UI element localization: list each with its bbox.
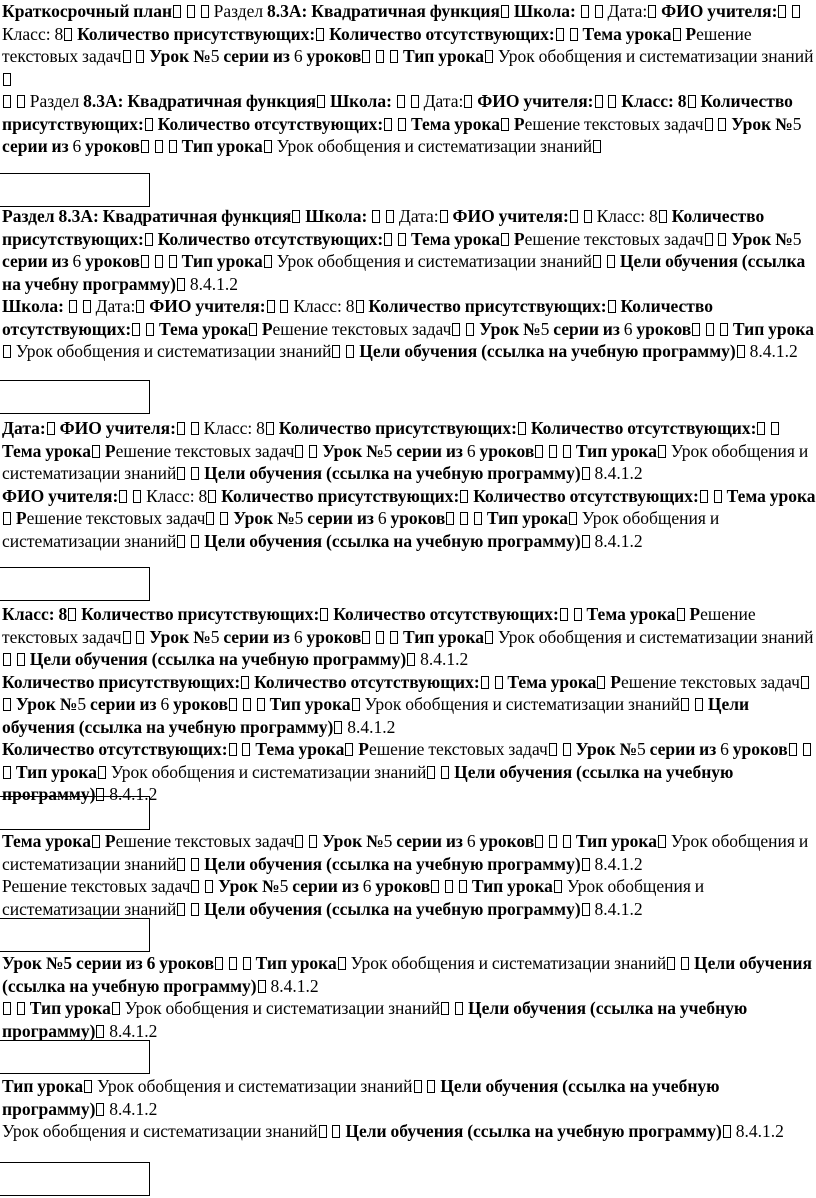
document-paragraph: Количество присутствующих: Количество отсутствующих: Тема урока Решение текстовых задач Урок №5 серии из 6 уроков Тип урока Урок обобщения и систематизации знаний Цели обучения (ссылка на учебную программу) 8.4.1.2 bbox=[2, 671, 816, 739]
missing-glyph-icon bbox=[177, 278, 185, 291]
missing-glyph-icon bbox=[229, 957, 237, 970]
missing-glyph-icon bbox=[560, 608, 568, 621]
missing-glyph-icon bbox=[595, 5, 603, 18]
missing-glyph-icon bbox=[17, 95, 25, 108]
missing-glyph-icon bbox=[695, 698, 703, 711]
missing-glyph-icon bbox=[3, 95, 11, 108]
missing-glyph-icon bbox=[658, 835, 666, 848]
table-cell-fragment bbox=[0, 567, 150, 601]
missing-glyph-icon bbox=[264, 255, 272, 268]
document-paragraph: Тип урока Урок обобщения и систематизации знаний Цели обучения (ссылка на учебную программу) 8.4.1.2 bbox=[2, 1076, 720, 1119]
missing-glyph-icon bbox=[459, 880, 467, 893]
missing-glyph-icon bbox=[316, 28, 324, 41]
table-cell-fragment bbox=[0, 173, 150, 207]
missing-glyph-icon bbox=[17, 653, 25, 666]
missing-glyph-icon bbox=[737, 345, 745, 358]
missing-glyph-icon bbox=[563, 835, 571, 848]
missing-glyph-icon bbox=[427, 1080, 435, 1093]
missing-glyph-icon bbox=[397, 95, 405, 108]
missing-glyph-icon bbox=[792, 5, 800, 18]
missing-glyph-icon bbox=[441, 766, 449, 779]
missing-glyph-icon bbox=[145, 233, 153, 246]
missing-glyph-icon bbox=[17, 1002, 25, 1015]
missing-glyph-icon bbox=[187, 5, 195, 18]
missing-glyph-icon bbox=[96, 1103, 104, 1116]
missing-glyph-icon bbox=[241, 676, 249, 689]
missing-glyph-icon bbox=[295, 835, 303, 848]
missing-glyph-icon bbox=[132, 323, 140, 336]
missing-glyph-icon bbox=[332, 345, 340, 358]
missing-glyph-icon bbox=[205, 880, 213, 893]
missing-glyph-icon bbox=[659, 210, 667, 223]
missing-glyph-icon bbox=[706, 323, 714, 336]
missing-glyph-icon bbox=[309, 445, 317, 458]
missing-glyph-icon bbox=[723, 1125, 731, 1138]
missing-glyph-icon bbox=[191, 467, 199, 480]
missing-glyph-icon bbox=[789, 743, 797, 756]
missing-glyph-icon bbox=[681, 957, 689, 970]
missing-glyph-icon bbox=[83, 300, 91, 313]
missing-glyph-icon bbox=[69, 300, 77, 313]
missing-glyph-icon bbox=[485, 631, 493, 644]
missing-glyph-icon bbox=[648, 5, 656, 18]
missing-glyph-icon bbox=[501, 5, 509, 18]
missing-glyph-icon bbox=[563, 445, 571, 458]
missing-glyph-icon bbox=[243, 698, 251, 711]
missing-glyph-icon bbox=[267, 300, 275, 313]
missing-glyph-icon bbox=[455, 1002, 463, 1015]
missing-glyph-icon bbox=[398, 118, 406, 131]
missing-glyph-icon bbox=[123, 50, 131, 63]
missing-glyph-icon bbox=[554, 880, 562, 893]
missing-glyph-icon bbox=[206, 512, 214, 525]
missing-glyph-icon bbox=[356, 300, 364, 313]
missing-glyph-icon bbox=[47, 422, 55, 435]
missing-glyph-icon bbox=[362, 50, 370, 63]
missing-glyph-icon bbox=[535, 445, 543, 458]
missing-glyph-icon bbox=[460, 512, 468, 525]
missing-glyph-icon bbox=[718, 118, 726, 131]
missing-glyph-icon bbox=[155, 140, 163, 153]
missing-glyph-icon bbox=[582, 535, 590, 548]
missing-glyph-icon bbox=[3, 345, 11, 358]
document-paragraph: Раздел 8.3А: Квадратичная функция Школа: Дата: ФИО учителя: Класс: 8 Количество присутствующих: Количество отсутствующих: Тема урока Решение текстовых задач Урок №5 серии из 6 уроков Тип урока Урок обобщения и систематизации знаний bbox=[2, 91, 802, 156]
missing-glyph-icon bbox=[346, 345, 354, 358]
missing-glyph-icon bbox=[243, 957, 251, 970]
missing-glyph-icon bbox=[119, 490, 127, 503]
missing-glyph-icon bbox=[229, 698, 237, 711]
missing-glyph-icon bbox=[446, 512, 454, 525]
missing-glyph-icon bbox=[320, 608, 328, 621]
document-paragraph: Урок обобщения и систематизации знаний Цели обучения (ссылка на учебную программу) 8.4.1.2 bbox=[2, 1121, 784, 1141]
missing-glyph-icon bbox=[191, 535, 199, 548]
missing-glyph-icon bbox=[96, 1025, 104, 1038]
document-paragraph: ФИО учителя: Класс: 8 Количество присутствующих: Количество отсутствующих: Тема урока Решение текстовых задач Урок №5 серии из 6 уроков Тип урока Урок обобщения и систематизации знаний Цели обучения (ссылка на учебную программу) 8.4.1.2 bbox=[2, 485, 816, 551]
document-paragraph: Урок №5 серии из 6 уроков Тип урока Урок обобщения и систематизации знаний Цели обучения (ссылка на учебную программу) 8.4.1.2 bbox=[2, 953, 812, 996]
missing-glyph-icon bbox=[146, 323, 154, 336]
missing-glyph-icon bbox=[376, 631, 384, 644]
missing-glyph-icon bbox=[556, 28, 564, 41]
missing-glyph-icon bbox=[535, 835, 543, 848]
missing-glyph-icon bbox=[386, 210, 394, 223]
missing-glyph-icon bbox=[229, 743, 237, 756]
missing-glyph-icon bbox=[345, 743, 353, 756]
missing-glyph-icon bbox=[220, 512, 228, 525]
missing-glyph-icon bbox=[169, 140, 177, 153]
missing-glyph-icon bbox=[398, 233, 406, 246]
missing-glyph-icon bbox=[803, 743, 811, 756]
missing-glyph-icon bbox=[258, 980, 266, 993]
missing-glyph-icon bbox=[445, 880, 453, 893]
missing-glyph-icon bbox=[249, 323, 257, 336]
missing-glyph-icon bbox=[563, 743, 571, 756]
document-paragraph: Класс: 8 Количество присутствующих: Количество отсутствующих: Тема урока Решение текстовых задач Урок №5 серии из 6 уроков Тип урока Урок обобщения и систематизации знаний Цели обучения (ссылка на учебную программу) 8.4.1.2 bbox=[2, 604, 814, 669]
missing-glyph-icon bbox=[608, 95, 616, 108]
missing-glyph-icon bbox=[191, 858, 199, 871]
missing-glyph-icon bbox=[667, 957, 675, 970]
missing-glyph-icon bbox=[3, 766, 11, 779]
missing-glyph-icon bbox=[141, 140, 149, 153]
missing-glyph-icon bbox=[597, 676, 605, 689]
document-paragraph: Количество отсутствующих: Тема урока Решение текстовых задач Урок №5 серии из 6 уроков Тип урока Урок обобщения и систематизации знаний Цели обучения (ссылка на учебную программу) 8.4.1.2 bbox=[2, 738, 816, 806]
missing-glyph-icon bbox=[191, 903, 199, 916]
missing-glyph-icon bbox=[581, 5, 589, 18]
missing-glyph-icon bbox=[257, 698, 265, 711]
missing-glyph-icon bbox=[688, 95, 696, 108]
missing-glyph-icon bbox=[362, 631, 370, 644]
missing-glyph-icon bbox=[801, 676, 809, 689]
missing-glyph-icon bbox=[549, 445, 557, 458]
missing-glyph-icon bbox=[177, 903, 185, 916]
missing-glyph-icon bbox=[593, 140, 601, 153]
missing-glyph-icon bbox=[390, 631, 398, 644]
missing-glyph-icon bbox=[384, 233, 392, 246]
missing-glyph-icon bbox=[177, 467, 185, 480]
missing-glyph-icon bbox=[705, 118, 713, 131]
missing-glyph-icon bbox=[3, 512, 11, 525]
missing-glyph-icon bbox=[242, 743, 250, 756]
missing-glyph-icon bbox=[501, 233, 509, 246]
missing-glyph-icon bbox=[466, 323, 474, 336]
missing-glyph-icon bbox=[607, 255, 615, 268]
missing-glyph-icon bbox=[136, 631, 144, 644]
missing-glyph-icon bbox=[431, 880, 439, 893]
missing-glyph-icon bbox=[595, 95, 603, 108]
missing-glyph-icon bbox=[133, 490, 141, 503]
missing-glyph-icon bbox=[673, 28, 681, 41]
document-paragraph: Тема урока Решение текстовых задач Урок №5 серии из 6 уроков Тип урока Урок обобщения и систематизации знаний Цели обучения (ссылка на учебную программу) 8.4.1.2 bbox=[2, 831, 809, 874]
document-paragraph: Краткосрочный план Раздел 8.3А: Квадратичная функция Школа: Дата: ФИО учителя: Класс: 8 Количество присутствующих: Количество отсутствующих: Тема урока Решение текстовых задач Урок №5 серии из 6 уроков Тип урока Урок обобщения и систематизации знаний bbox=[2, 0, 816, 90]
missing-glyph-icon bbox=[98, 766, 106, 779]
missing-glyph-icon bbox=[440, 210, 448, 223]
missing-glyph-icon bbox=[584, 210, 592, 223]
missing-glyph-icon bbox=[352, 698, 360, 711]
missing-glyph-icon bbox=[705, 233, 713, 246]
document-paragraph: Школа: Дата: ФИО учителя: Класс: 8 Количество присутствующих: Количество отсутствующих: Тема урока Решение текстовых задач Урок №5 серии из 6 уроков Тип урока Урок обобщения и систематизации знаний Цели обучения (ссылка на учебную программу) 8.4.1.2 bbox=[2, 296, 814, 361]
missing-glyph-icon bbox=[334, 721, 342, 734]
missing-glyph-icon bbox=[593, 255, 601, 268]
missing-glyph-icon bbox=[485, 50, 493, 63]
missing-glyph-icon bbox=[280, 300, 288, 313]
missing-glyph-icon bbox=[474, 512, 482, 525]
missing-glyph-icon bbox=[452, 323, 460, 336]
missing-glyph-icon bbox=[92, 445, 100, 458]
missing-glyph-icon bbox=[570, 28, 578, 41]
missing-glyph-icon bbox=[208, 490, 216, 503]
missing-glyph-icon bbox=[3, 653, 11, 666]
missing-glyph-icon bbox=[112, 1002, 120, 1015]
missing-glyph-icon bbox=[64, 28, 72, 41]
missing-glyph-icon bbox=[384, 118, 392, 131]
missing-glyph-icon bbox=[141, 255, 149, 268]
missing-glyph-icon bbox=[427, 766, 435, 779]
missing-glyph-icon bbox=[317, 95, 325, 108]
missing-glyph-icon bbox=[295, 445, 303, 458]
missing-glyph-icon bbox=[177, 535, 185, 548]
missing-glyph-icon bbox=[582, 858, 590, 871]
missing-glyph-icon bbox=[720, 323, 728, 336]
document-paragraph: Решение текстовых задач Урок №5 серии из 6 уроков Тип урока Урок обобщения и систематизации знаний Цели обучения (ссылка на учебную программу) 8.4.1.2 bbox=[2, 876, 705, 919]
missing-glyph-icon bbox=[84, 1080, 92, 1093]
missing-glyph-icon bbox=[136, 50, 144, 63]
missing-glyph-icon bbox=[177, 422, 185, 435]
missing-glyph-icon bbox=[501, 118, 509, 131]
missing-glyph-icon bbox=[692, 323, 700, 336]
missing-glyph-icon bbox=[771, 422, 779, 435]
missing-glyph-icon bbox=[718, 233, 726, 246]
missing-glyph-icon bbox=[549, 835, 557, 848]
missing-glyph-icon bbox=[757, 422, 765, 435]
missing-glyph-icon bbox=[677, 608, 685, 621]
missing-glyph-icon bbox=[3, 698, 11, 711]
document-paragraph: Тип урока Урок обобщения и систематизации знаний Цели обучения (ссылка на учебную программу) 8.4.1.2 bbox=[2, 998, 748, 1041]
missing-glyph-icon bbox=[177, 858, 185, 871]
missing-glyph-icon bbox=[481, 676, 489, 689]
missing-glyph-icon bbox=[292, 210, 300, 223]
missing-glyph-icon bbox=[658, 445, 666, 458]
missing-glyph-icon bbox=[569, 512, 577, 525]
missing-glyph-icon bbox=[700, 490, 708, 503]
missing-glyph-icon bbox=[582, 903, 590, 916]
table-cell-fragment bbox=[0, 796, 150, 830]
missing-glyph-icon bbox=[390, 50, 398, 63]
document-paragraph: Раздел 8.3А: Квадратичная функция Школа: Дата: ФИО учителя: Класс: 8 Количество присутствующих: Количество отсутствующих: Тема урока Решение текстовых задач Урок №5 серии из 6 уроков Тип урока Урок обобщения и систематизации знаний Цели обучения (ссылка на учебну программу) 8.4.1.2 bbox=[2, 206, 806, 294]
missing-glyph-icon bbox=[464, 95, 472, 108]
missing-glyph-icon bbox=[338, 957, 346, 970]
missing-glyph-icon bbox=[264, 140, 272, 153]
missing-glyph-icon bbox=[411, 95, 419, 108]
missing-glyph-icon bbox=[169, 255, 177, 268]
missing-glyph-icon bbox=[376, 50, 384, 63]
table-cell-fragment bbox=[0, 1162, 150, 1196]
missing-glyph-icon bbox=[68, 608, 76, 621]
missing-glyph-icon bbox=[681, 698, 689, 711]
missing-glyph-icon bbox=[778, 5, 786, 18]
missing-glyph-icon bbox=[495, 676, 503, 689]
missing-glyph-icon bbox=[414, 1080, 422, 1093]
document-paragraph: Дата: ФИО учителя: Класс: 8 Количество присутствующих: Количество отсутствующих: Тема урока Решение текстовых задач Урок №5 серии из 6 уроков Тип урока Урок обобщения и систематизации знаний Цели обучения (ссылка на учебную программу) 8.4.1.2 bbox=[2, 418, 809, 483]
missing-glyph-icon bbox=[309, 835, 317, 848]
missing-glyph-icon bbox=[155, 255, 163, 268]
missing-glyph-icon bbox=[518, 422, 526, 435]
missing-glyph-icon bbox=[549, 743, 557, 756]
missing-glyph-icon bbox=[460, 490, 468, 503]
missing-glyph-icon bbox=[3, 73, 11, 86]
missing-glyph-icon bbox=[332, 1125, 340, 1138]
missing-glyph-icon bbox=[123, 631, 131, 644]
missing-glyph-icon bbox=[714, 490, 722, 503]
missing-glyph-icon bbox=[319, 1125, 327, 1138]
missing-glyph-icon bbox=[441, 1002, 449, 1015]
missing-glyph-icon bbox=[608, 300, 616, 313]
missing-glyph-icon bbox=[574, 608, 582, 621]
missing-glyph-icon bbox=[191, 880, 199, 893]
table-cell-fragment bbox=[0, 1040, 150, 1074]
missing-glyph-icon bbox=[191, 422, 199, 435]
missing-glyph-icon bbox=[582, 467, 590, 480]
missing-glyph-icon bbox=[3, 1002, 11, 1015]
table-cell-fragment bbox=[0, 380, 150, 414]
missing-glyph-icon bbox=[266, 422, 274, 435]
missing-glyph-icon bbox=[92, 835, 100, 848]
missing-glyph-icon bbox=[372, 210, 380, 223]
missing-glyph-icon bbox=[173, 5, 181, 18]
missing-glyph-icon bbox=[136, 300, 144, 313]
missing-glyph-icon bbox=[215, 957, 223, 970]
missing-glyph-icon bbox=[570, 210, 578, 223]
missing-glyph-icon bbox=[145, 118, 153, 131]
missing-glyph-icon bbox=[201, 5, 209, 18]
missing-glyph-icon bbox=[407, 653, 415, 666]
table-cell-fragment bbox=[0, 918, 150, 952]
